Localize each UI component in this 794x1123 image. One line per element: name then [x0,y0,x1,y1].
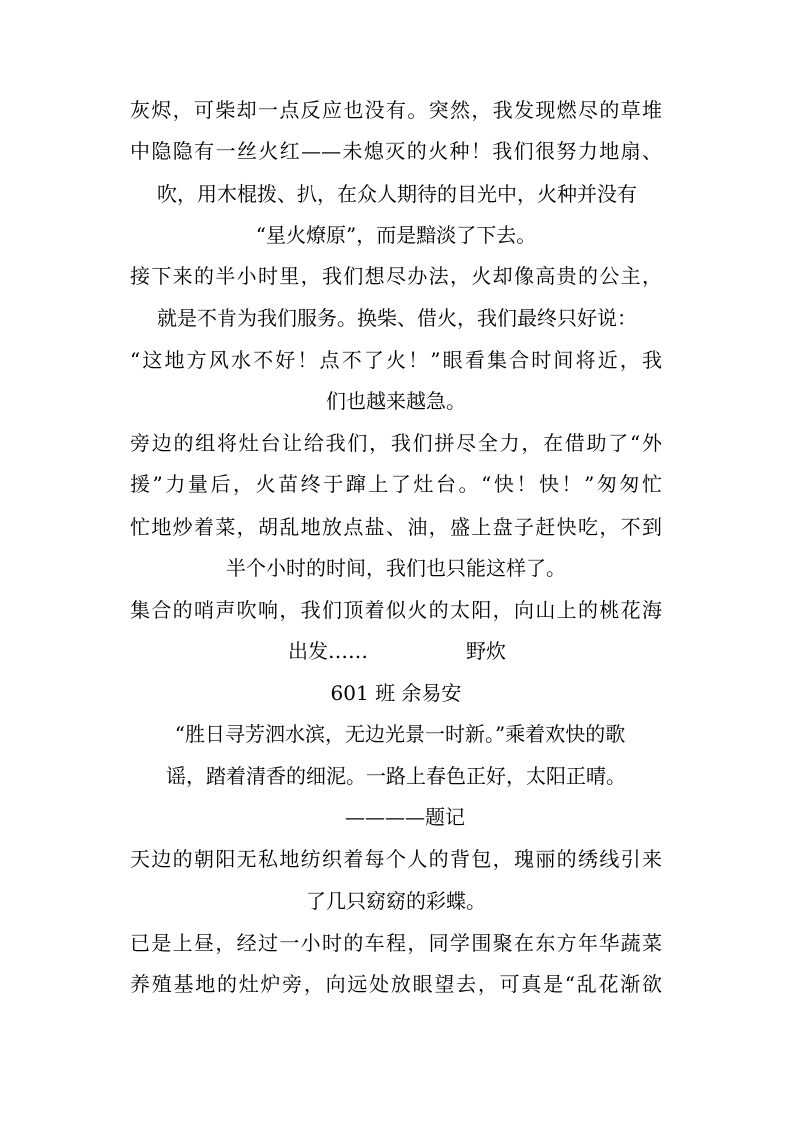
body-line-12: 半个小时的时间，我们也只能这样了。 [226,556,566,580]
poem-line-2: 谣，踏着清香的细泥。一路上春色正好，太阳正晴。 [166,764,626,788]
body-line-15: 天边的朝阳无私地纺织着每个人的背包，瑰丽的绣线引来 [130,847,662,871]
body-line-11: 忙地炒着菜，胡乱地放点盐、油，盛上盘子赶快吃，不到 [130,515,662,539]
body-line-8: 们也越来越急。 [326,389,466,413]
poem-line-1: “胜日寻芳泗水滨，无边光景一时新。”乘着欢快的歌 [174,722,626,746]
body-line-9: 旁边的组将灶台让给我们，我们拼尽全力，在借助了“外 [130,431,662,455]
body-line-17: 已是上昼，经过一小时的车程，同学围聚在东方年华蔬菜 [130,931,662,955]
inscription-line: ————题记 [345,805,465,829]
body-line-18: 养殖基地的灶炉旁，向远处放眼望去，可真是“乱花渐欲 [130,972,662,996]
body-line-4: “星火燎原”，而是黯淡了下去。 [255,223,537,247]
body-line-16: 了几只窈窈的彩蝶。 [306,889,486,913]
body-line-3: 吹，用木棍拨、扒，在众人期待的目光中，火种并没有 [157,182,637,206]
body-line-13: 集合的哨声吹响，我们顶着似火的太阳，向山上的桃花海 [130,598,662,622]
body-line-2: 中隐隐有一丝火红——未熄灭的火种！我们很努力地扇、 [130,139,662,163]
body-line-6: 就是不肯为我们服务。换柴、借火，我们最终只好说： [157,306,637,330]
body-line-1: 灰烬，可柴却一点反应也没有。突然，我发现燃尽的草堆 [130,98,662,122]
body-line-5: 接下来的半小时里，我们想尽办法，火却像高贵的公主， [130,264,662,288]
author-line: 601 班 余易安 [330,681,462,705]
body-line-10: 援”力量后，火苗终于蹿上了灶台。“快！快！”匆匆忙 [130,472,662,496]
essay-title: 野炊 [466,639,506,663]
body-line-7: “这地方风水不好！点不了火！”眼看集合时间将近，我 [130,348,662,372]
body-line-14-end: 出发…… [288,639,368,663]
